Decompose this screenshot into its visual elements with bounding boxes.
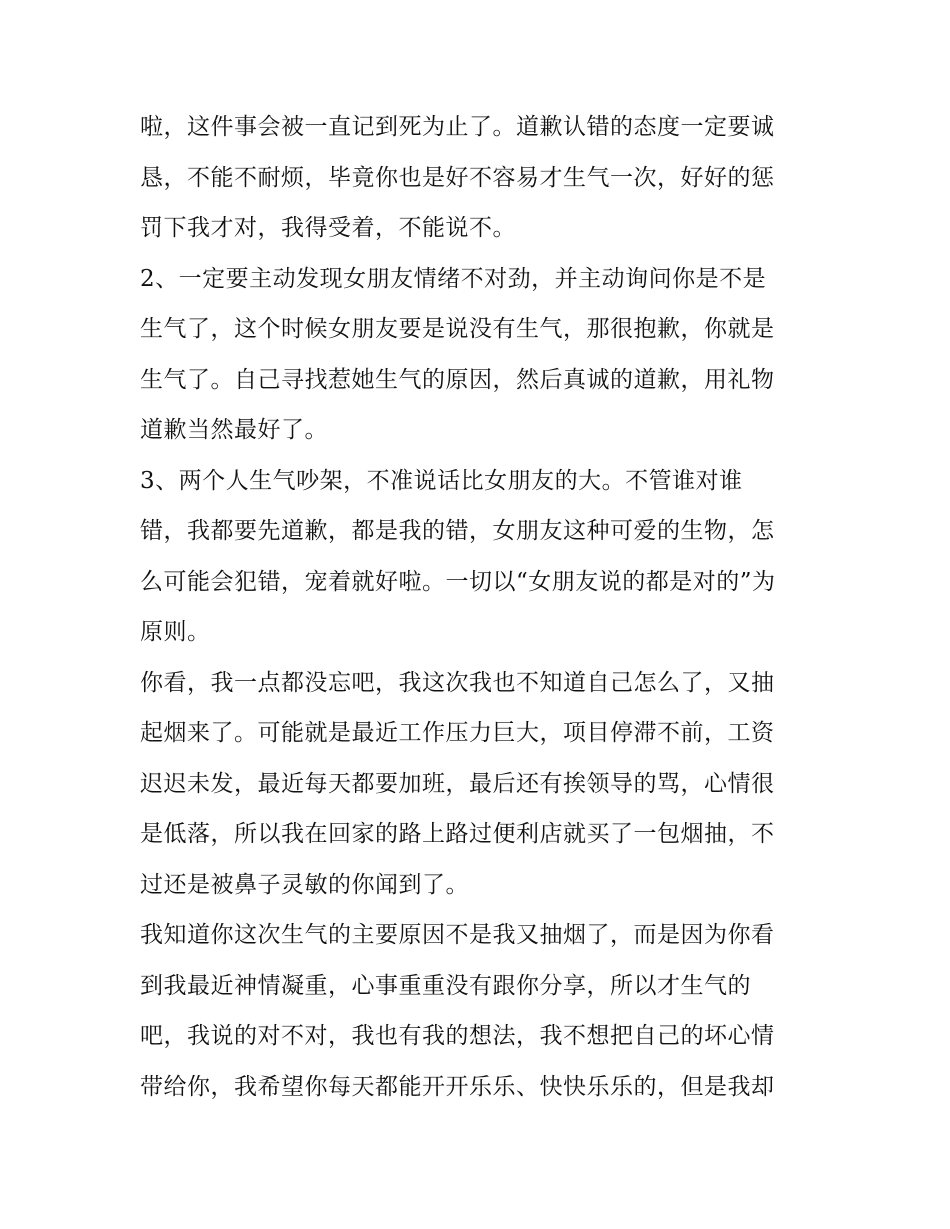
text-line: 生气了，这个时候女朋友要是说没有生气，那很抱歉，你就是 [140,316,775,342]
text-line: 迟迟未发，最近每天都要加班，最后还有挨领导的骂，心情很 [140,770,775,797]
text-line: 么可能会犯错，宠着就好啦。一切以“女朋友说的都是对的”为 [140,568,776,595]
text-line: 起烟来了。可能就是最近工作压力巨大，项目停滞不前，工资 [140,720,775,746]
text-line: 啦，这件事会被一直记到死为止了。道歉认错的态度一定要诚 [140,114,775,140]
text-line: 3、两个人生气吵架，不准说话比女朋友的大。不管谁对谁 [140,467,743,494]
document-body [140,102,820,1112]
text-line: 原则。 [140,619,211,645]
text-line: 是低落，所以我在回家的路上路过便利店就买了一包烟抽，不 [140,821,775,847]
text-line: 生气了。自己寻找惹她生气的原因，然后真诚的道歉，用礼物 [140,366,775,393]
text-line: 过还是被鼻子灵敏的你闻到了。 [140,871,469,898]
text-line: 你看，我一点都没忘吧，我这次我也不知道自己怎么了，又抽 [140,669,775,696]
text-line: 错，我都要先道歉，都是我的错，女朋友这种可爱的生物，怎 [140,518,775,544]
text-line: 吧，我说的对不对，我也有我的想法，我不想把自己的坏心情 [140,1023,775,1049]
text-line: 2、一定要主动发现女朋友情绪不对劲，并主动询问你是不是 [140,265,767,292]
text-line: 我知道你这次生气的主要原因不是我又抽烟了，而是因为你看 [140,922,775,948]
text-line: 罚下我才对，我得受着，不能说不。 [140,215,516,241]
text-line: 带给你，我希望你每天都能开开乐乐、快快乐乐的，但是我却 [140,1073,775,1100]
text-line: 道歉当然最好了。 [140,417,328,443]
text-line: 到我最近神情凝重，心事重重没有跟你分享，所以才生气的 [140,972,751,999]
text-line: 恳，不能不耐烦，毕竟你也是好不容易才生气一次，好好的惩 [140,164,775,191]
